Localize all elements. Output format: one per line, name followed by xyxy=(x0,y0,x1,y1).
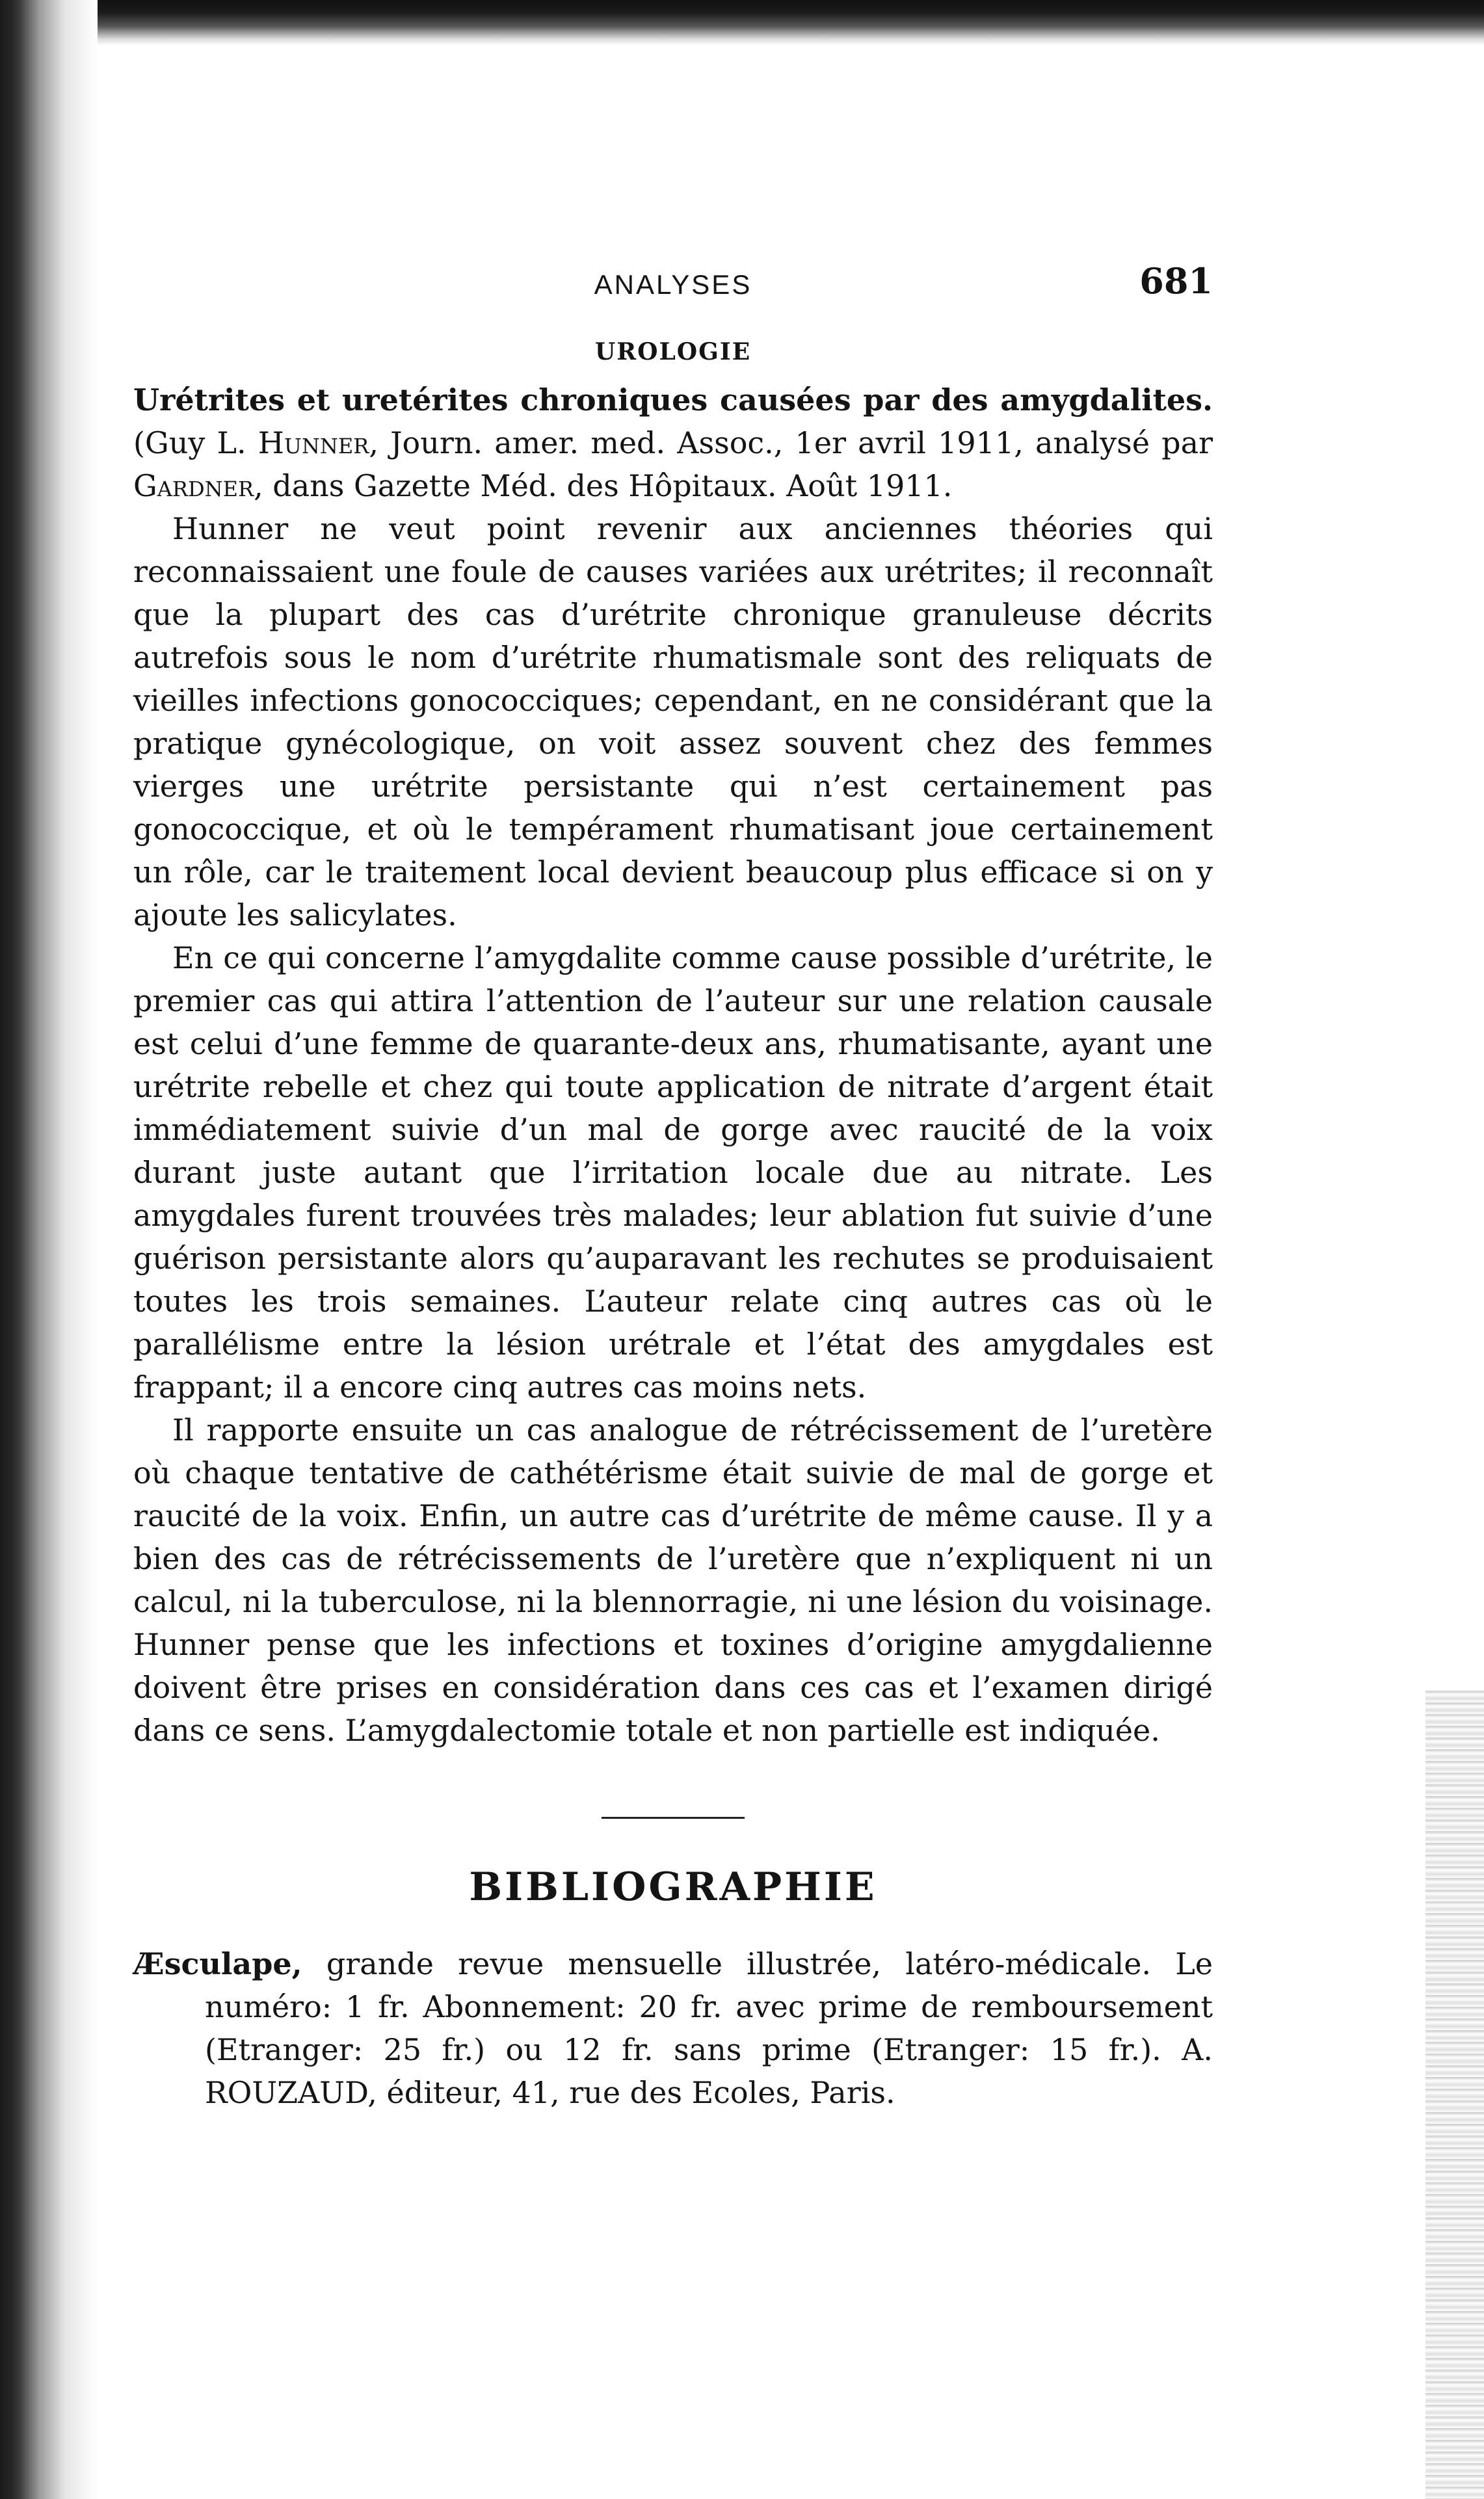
article-title-rest: (Guy L. xyxy=(133,425,258,460)
article-author: Hunner xyxy=(258,425,369,460)
article-journal: , Journ. amer. med. Assoc., 1er avril 1911, analysé par xyxy=(369,425,1213,460)
article-analyst: Gardner xyxy=(133,468,254,503)
bibliography-heading: BIBLIOGRAPHIE xyxy=(469,1864,877,1910)
page-number: 681 xyxy=(1139,260,1213,302)
article-paragraph: Il rapporte ensuite un cas analogue de rétrécissement de l’uretère où chaque tentative de cathétérisme était suivie de mal de gorge et raucité de la voix. Enfin, un autre cas d’urétrite de même cause. Il y a bien des cas de rétrécissements de l’uretère que n’expliquent ni un calcul, ni la tuberculose, ni la blennorragie, ni une lésion du voisinage. Hunner pense que les infections et toxines d’origine amygdalienne doivent être prises en considération dans ces cas et l’examen dirigé dans ce sens. L’amygdalectomie totale et non partielle est indiquée. xyxy=(133,1412,1213,1748)
article-source: , dans Gazette Méd. des Hôpitaux. Août 1911. xyxy=(254,468,953,503)
scan-top-edge xyxy=(0,0,1484,46)
article-paragraph: En ce qui concerne l’amygdalite comme cause possible d’urétrite, le premier cas qui attira l’attention de l’auteur sur une relation causale est celui d’une femme de quarante-deux ans, rhumatisante, ayant une urétrite rebelle et chez qui toute application de nitrate d’argent était immédiatement suivie d’un mal de gorge avec raucité de la voix durant juste autant que l’irritation locale due au nitrate. Les amygdales furent trouvées très malades; leur ablation fut suivie d’une guérison persistante alors qu’auparavant les rechutes se produisaient toutes les trois semaines. L’auteur relate cinq autres cas où le parallélisme entre la lésion urétrale et l’état des amygdales est frappant; il a encore cinq autres cas moins nets. xyxy=(133,940,1213,1405)
running-title: ANALYSES xyxy=(594,269,752,300)
bibliography-entry xyxy=(133,1942,1213,2114)
scan-right-edge xyxy=(1425,1691,1484,2499)
running-head xyxy=(133,260,1213,306)
section-divider xyxy=(602,1817,745,1819)
book-page xyxy=(133,260,1213,2114)
bibliography-entry-title: Æsculape, xyxy=(133,1946,302,1981)
scan-left-edge xyxy=(0,0,98,2499)
article-title-main: Urétrites et uretérites chroniques causées par des amygdalites. xyxy=(133,382,1213,417)
bibliography-entry-text: grande revue mensuelle illustrée, latéro-médicale. Le numéro: 1 fr. Abonnement: 20 fr. avec prime de remboursement (Etranger: 25 fr.) ou 12 fr. sans prime (Etranger: 15 fr.). A. ROUZAUD, éditeur, 41, rue des Ecoles, Paris. xyxy=(205,1946,1213,2110)
article-title xyxy=(133,378,1213,507)
article-paragraph: Hunner ne veut point revenir aux anciennes théories qui reconnaissaient une foule de causes variées aux urétrites; il reconnaît que la plupart des cas d’urétrite chronique granuleuse décrits autrefois sous le nom d’urétrite rhumatismale sont des reliquats de vieilles infections gonococciques; cependant, en ne considérant que la pratique gynécologique, on voit assez souvent chez des femmes vierges une urétrite persistante qui n’est certainement pas gonococcique, et où le tempérament rhumatisant joue certainement un rôle, car le traitement local devient beaucoup plus efficace si on y ajoute les salicylates. xyxy=(133,511,1213,932)
section-heading: UROLOGIE xyxy=(594,338,752,365)
